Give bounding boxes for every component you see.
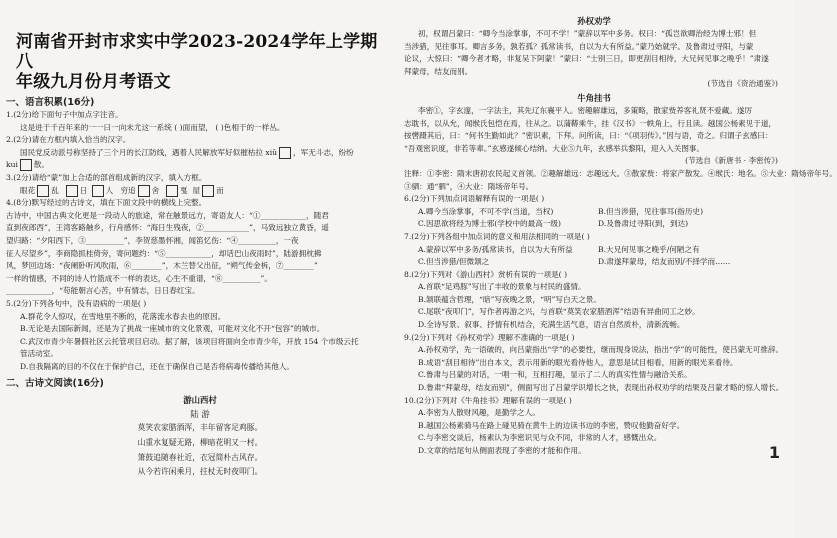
q1-sentence: 这是进于千百年来的一一曰一向未尤这一系统 ( )面而望， ( )色相于的一样丛。 bbox=[20, 122, 285, 132]
q8-option-d: D.全诗写景、叙事、抒情有机结合，充满生活气息，语言自然质朴，清新流畅。 bbox=[418, 320, 685, 330]
q10-option-b: B.越国公杨素骑马在路上碰见骑在黄牛上的边读书边的李密，赞叹他勤奋好学。 bbox=[418, 420, 685, 430]
q2-stem: 2.(2分)请在方框内填入恰当的汉字。 bbox=[6, 135, 131, 145]
right-column bbox=[404, 14, 837, 462]
passage1-line: 当涉猎，见往事耳。卿言多务，孰若孤？孤常读书，自以为大有所益。”蒙乃始就学。及鲁肃过寻阳，与蒙 bbox=[404, 41, 754, 51]
q5-option-a: A.群花令人惊叹，在雪地里不断的，花落流水春去也的原因。 bbox=[20, 311, 226, 321]
q2-pinyin: kui bbox=[6, 160, 18, 170]
section2-heading: 二、古诗文阅读(16分) bbox=[6, 378, 104, 390]
q7-option-c: C.但当涉猎/但微颔之 bbox=[418, 257, 490, 267]
page-number: 1 bbox=[768, 442, 780, 462]
q8-option-a: A.首联“足鸡豚”写出了丰收的景象与村民的盛情。 bbox=[418, 282, 586, 292]
q10-option-d: D.文章的结尾句从侧面表现了李密的才能和作用。 bbox=[418, 446, 586, 455]
q4-line: ____________，“苟能朝言心苦，中有情志，日日春红宝。 bbox=[6, 286, 200, 296]
q3-item: 戛 bbox=[180, 185, 188, 195]
q8-option-c: C.尾联“夜叩门”，写作者再游之兴，与首联“莫笑农家腊酒浑”结语有异曲同工之妙。 bbox=[418, 307, 700, 317]
q4-text: ” bbox=[313, 261, 318, 271]
q4-text: 望归路：“夕阳西下，③ bbox=[6, 235, 86, 245]
q6-options-cd bbox=[404, 218, 784, 231]
poem-author: 陆 游 bbox=[190, 409, 210, 420]
q9-option-b: B.成语“刮目相待”出自本文，表示用新的眼光看待他人，意思是试目相看，用新的眼光来看待。 bbox=[418, 357, 738, 367]
q3-item: 人 bbox=[105, 185, 114, 195]
q3-item: 屋 bbox=[192, 185, 201, 195]
q6-option-a: A.卿今当涂掌事，不可不学(当道，当权) bbox=[418, 206, 554, 216]
title-line-1: 河南省开封市求实中学2023-2024学年上学期八 bbox=[16, 32, 378, 72]
q8-option-b: B.颔联蕴含哲理，“暗”写夜晚之景，“明”写白天之景。 bbox=[418, 294, 601, 304]
q5-option-d: D.自我隔离的目的不仅在于保护自己，还在于确保自己是否将病毒传播给其他人。 bbox=[20, 361, 295, 371]
q4-line: 征人尽望乡”，李商隐抓桂倚旁，寄问题约：“⑤____________，却话巴山夜雨时”，陆游拥枕拂 bbox=[6, 248, 322, 258]
poem-title: 游山西村 bbox=[183, 395, 217, 406]
passage1-line: 拜蒙母，结友而别。 bbox=[404, 66, 473, 76]
q4-text: 一样的情感，不同的诗人竹篮成不一样的表达，心生不重谱，“⑧ bbox=[6, 273, 223, 283]
passage2-line: 志耽书，以从允，闻缑氏包恺在焉，往从之。以蒲鞯乘牛，挂《汉书》一帙角上，行且读。越国公杨素见于道， bbox=[404, 118, 777, 128]
q6-options-ab bbox=[404, 206, 784, 219]
q7-option-a: A.蒙辞以军中多务/孤常读书，自以为大有所益 bbox=[418, 244, 573, 254]
q9-option-d: D.鲁肃“拜蒙母，结友而别”，侧面写出了吕蒙学识增长之快，表现出孙权劝学的结果及吕蒙才略的惊人增长。 bbox=[418, 383, 784, 393]
q5-stem: 5.(2分)下列各句中，没有语病的一项是( ) bbox=[6, 298, 147, 308]
passage2-line: 李密①，字玄邃，一字法主，其先辽东襄平人。密趣解雄远，多策略，散家赀养客礼贤不爱藏。遂厉 bbox=[418, 105, 753, 115]
passage2-line: “吾观密识度，非若等辈。”玄感遂倾心结纳。大业⑤九年，玄感举兵黎阳，迎入入关图事。 bbox=[404, 143, 705, 153]
q2-line1-text: 国民党反动派号称坚持了三个月的长江防线，遇着人民解放军好似摧枯拉 xiǔ bbox=[20, 147, 278, 157]
answer-box[interactable] bbox=[20, 159, 32, 171]
q4-text: ”，木兰替父出征，“朔气传金柝，⑦ bbox=[161, 261, 284, 271]
q3-item: 乱 bbox=[51, 185, 59, 195]
q2-line1 bbox=[6, 147, 394, 160]
q9-option-a: A.孙权劝学，先一语破的，向吕蒙指出“学”的必要性，继而现身说法，指出“学”的可能性，使吕蒙无可推辞。 bbox=[418, 345, 784, 355]
q7-options-ab bbox=[404, 244, 784, 257]
q4-text: 古诗中，中国古典文化更是一段动人的旅途，常在触景远方，寄语友人：“① bbox=[6, 210, 261, 220]
answer-box[interactable] bbox=[66, 185, 78, 197]
q9-option-c: C.鲁肃与吕蒙的对话，一唱一和，互相打趣，显示了二人的真实性情与融洽关系。 bbox=[418, 370, 692, 380]
q10-option-c: C.与李密交谈后，杨素认为李密识见与众不同，非常的人才，感慨出众。 bbox=[418, 433, 662, 443]
q2-line1-tail: ，军无斗志，纷纷 bbox=[293, 147, 354, 157]
q3-item: 穷追 bbox=[120, 185, 136, 195]
q5-option-b: B.无论是去国际新闻，还是为了挑战一座城市的文化景观，可能对文化不开“包容”的城市。 bbox=[20, 324, 325, 334]
exam-title bbox=[16, 32, 394, 92]
q4-text: ，一夜 bbox=[275, 235, 299, 245]
q3-item: 而 bbox=[216, 185, 224, 195]
passage1-line: 论议，大惊曰：“卿今者才略，非复吴下阿蒙！”蒙曰：“士别三日，即更刮目相待，大兄何见事之晚乎！”肃遂 bbox=[404, 54, 769, 64]
q9-stem: 9.(2分)下列对《孙权劝学》理解不准确的一项是( ) bbox=[404, 332, 575, 342]
title-line-2: 年级九月份月考语文 bbox=[16, 72, 171, 92]
q6-option-c: C.因思欲将经为博士邪(学校中的最高一级) bbox=[418, 219, 561, 229]
q6-option-d: D.及鲁肃过寻阳(到，到达) bbox=[598, 219, 689, 229]
q4-stem: 4.(8分)默写经过的古诗文，填在下面文段中的横线上完整。 bbox=[6, 198, 207, 208]
q10-option-a: A.李密为人散财风趣，是勤学之人。 bbox=[418, 408, 540, 418]
q4-line: 望归路：“夕阳西下，③__________”，李贺慈墨怀湘，闻笛忆伤：“④__________，一夜 bbox=[6, 235, 299, 245]
q4-line: 古诗中，中国古典文化更是一段动人的旅途，常在触景远方，寄语友人：“①____________，随君 bbox=[6, 210, 329, 220]
q7-option-b: B.大兄何见事之晚乎/何陋之有 bbox=[598, 244, 700, 254]
poem-line: 箫鼓追随春社近，衣冠简朴古风存。 bbox=[137, 452, 263, 462]
q8-stem: 8.(2分)下列对《游山西村》赏析有误的一项是( ) bbox=[404, 269, 568, 279]
q3-items bbox=[6, 185, 394, 198]
q6-option-b: B.但当涉猎，见往事耳(指历史) bbox=[598, 206, 704, 216]
answer-box[interactable] bbox=[279, 147, 291, 159]
poem-line: 莫笑农家腊酒浑，丰年留客足鸡豚。 bbox=[137, 423, 263, 433]
q4-text: ”，李贺慈墨怀湘，闻笛忆伤：“④ bbox=[123, 235, 238, 245]
answer-box[interactable] bbox=[166, 185, 178, 197]
q4-text: 征人尽望乡”，李商隐抓桂倚旁，寄问题约：“⑤ bbox=[6, 248, 166, 258]
section1-heading: 一、语言积累(16分) bbox=[6, 97, 95, 108]
answer-box[interactable] bbox=[92, 185, 104, 197]
poem-line: 山重水复疑无路，柳暗花明又一村。 bbox=[137, 438, 263, 448]
q4-text: ，却话巴山夜雨时”，陆游拥枕拂 bbox=[211, 248, 322, 258]
answer-box[interactable] bbox=[37, 185, 49, 197]
q4-text: ”。 bbox=[260, 273, 272, 283]
passage2-line: 按辔蹑其后，曰：“何书生勤如此？”密识素，下拜。问所读，曰：“《项羽传》。”因与语，奇之。归谓子玄感曰： bbox=[404, 131, 773, 141]
notes-line: 注释：①李密：隋末唐初农民起义首领。②趣解雄远：志趣远大。③散家赀：将家产散发。④缑氏：地名。⑤大业：隋炀帝年号。 bbox=[404, 168, 837, 178]
q4-line: 一样的情感，不同的诗人竹篮成不一样的表达，心生不重谱，“⑧__________”。 bbox=[6, 273, 272, 283]
q4-line: 风，梦回边场：“夜阑卧听风吹雨，⑥________”，木兰替父出征，“朔气传金柝，⑦________” bbox=[6, 261, 318, 271]
q7-options-cd bbox=[404, 256, 784, 269]
q4-text: ”，马致远独立黄昏，遥 bbox=[249, 223, 329, 233]
passage1-line: 初，权谓吕蒙曰：“卿今当涂掌事，不可不学！”蒙辞以军中多务。权曰：“孤岂欲卿治经为博士邪！但 bbox=[418, 29, 757, 38]
q10-stem: 10.(2分)下列对《牛角挂书》理解有误的一项是( ) bbox=[404, 395, 572, 405]
passage2-source: (节选自《新唐书 · 李密传》) bbox=[685, 156, 778, 166]
q4-text: ，“苟能朝言心苦，中有情志，日日春红宝。 bbox=[51, 286, 200, 296]
q3-item: 舍 bbox=[151, 185, 160, 195]
answer-box[interactable] bbox=[202, 185, 214, 197]
q2-line2-tail: 散。 bbox=[33, 160, 50, 170]
q4-line: 直到夜郎西”，王湾客路触乡，行舟感怀：“海日生残夜，②____________”，马致远独立黄昏，遥 bbox=[6, 223, 329, 233]
q5-option-c-cont: 管活动室。 bbox=[20, 349, 58, 359]
poem-line: 从今若许闲乘月，拄杖无时夜叩门。 bbox=[137, 467, 263, 477]
q4-text: ，随君 bbox=[306, 210, 329, 220]
passage1-title: 孙权劝学 bbox=[577, 16, 611, 26]
q2-line2 bbox=[6, 159, 394, 172]
passage2-title: 牛角挂书 bbox=[577, 92, 611, 103]
q5-option-c: C.武汉市青少年暑假社区云托管项目启动。据了解，该项目将面向全市青少年，开放 154 个市级云托 bbox=[20, 336, 359, 346]
answer-box[interactable] bbox=[138, 185, 150, 197]
passage1-source: (节选自《资治通鉴》) bbox=[707, 79, 778, 89]
q4-text: 风，梦回边场：“夜阑卧听风吹雨，⑥ bbox=[6, 261, 132, 271]
q3-item: 眼花 bbox=[20, 185, 36, 195]
q4-text: 直到夜郎西”，王湾客路触乡，行舟感怀：“海日生残夜，② bbox=[6, 223, 204, 233]
notes-line: ③驷：通“驷”，④大业：隋场帝年号。 bbox=[404, 181, 534, 191]
q7-stem: 7.(2分)下列各组中加点词的意义和用法相同的一项是( ) bbox=[404, 231, 590, 241]
q6-stem: 6.(2分)下列加点词语解释有误的一项是( ) bbox=[404, 194, 545, 204]
q3-stem: 3.(2分)请给“蒙”加上合适的部首组成新的汉字，填入方框。 bbox=[6, 172, 207, 182]
left-column bbox=[6, 32, 394, 480]
q3-item: 日 bbox=[79, 185, 88, 195]
q7-option-d: D.肃遂拜蒙母，结友而别/不择学而…… bbox=[598, 257, 731, 267]
q1-stem: 1.(2分)给下面句子中加点字注音。 bbox=[6, 110, 123, 119]
